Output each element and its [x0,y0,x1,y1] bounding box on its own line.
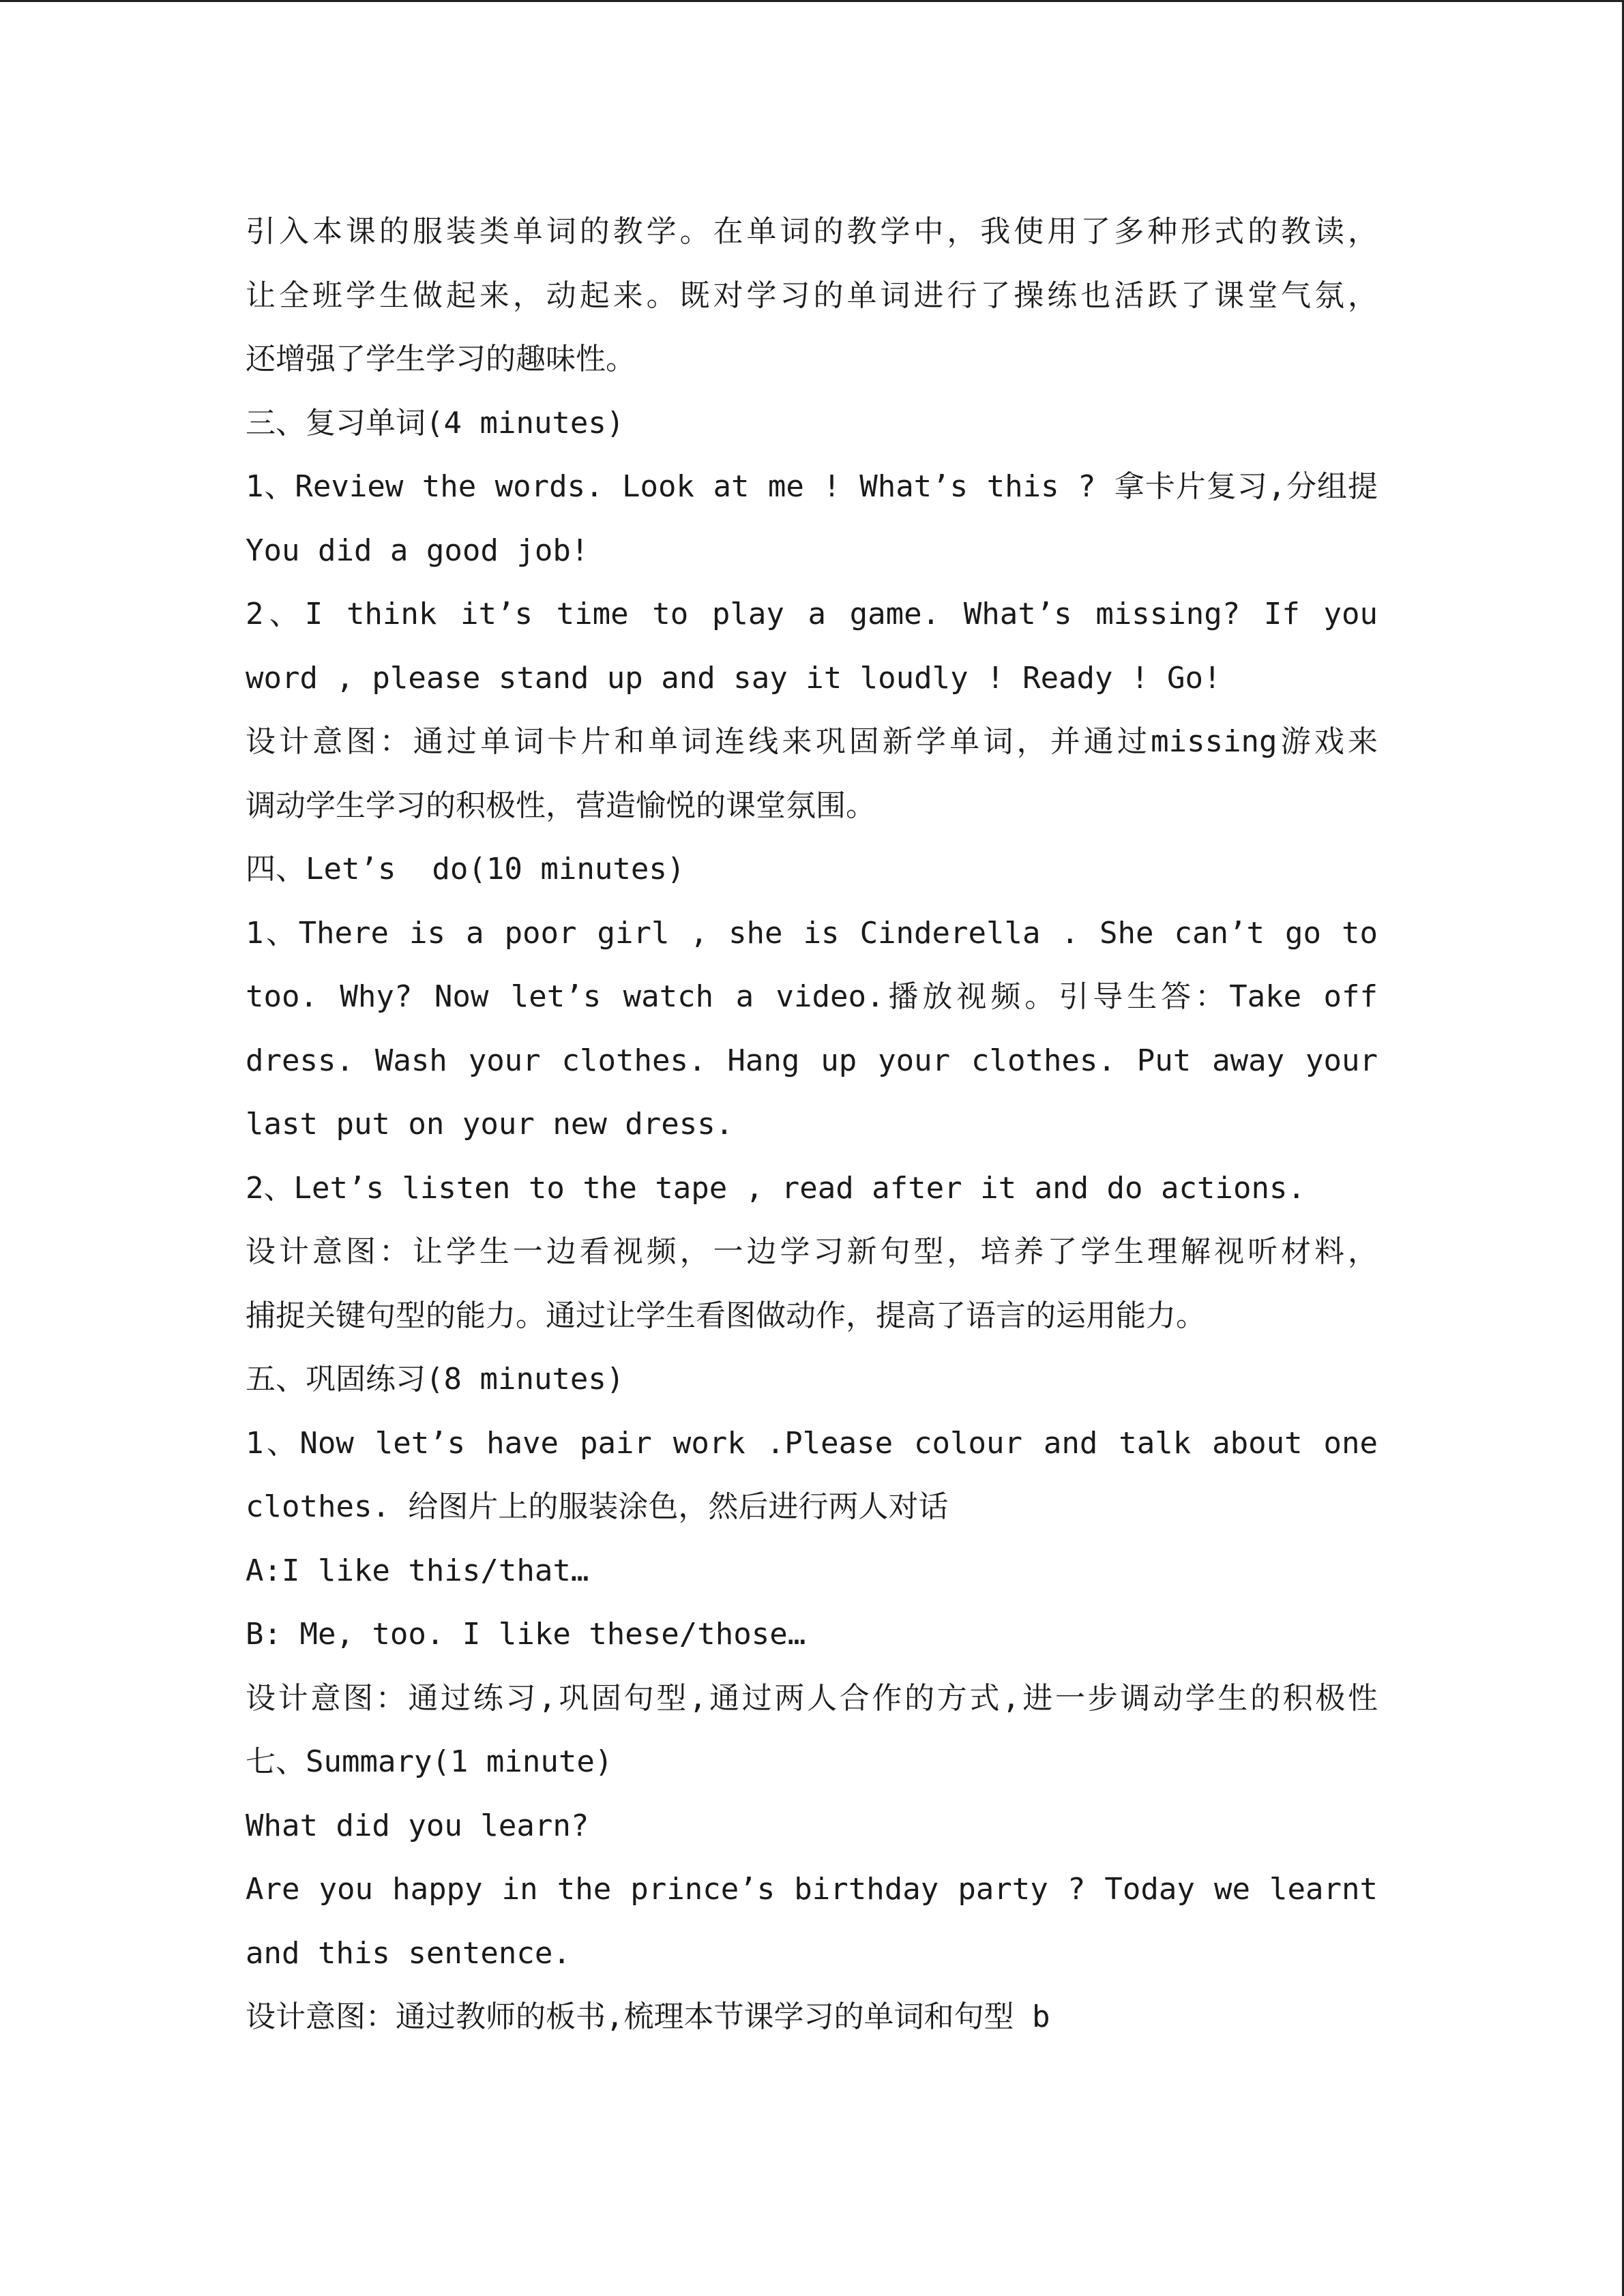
text-line: and this sentence. [246,1935,571,1971]
document-body [246,200,1378,2049]
text-line: clothes. 给图片上的服装涂色，然后进行两人对话 [246,1489,949,1524]
text-line: You did a good job! [246,533,589,568]
text-line: too. Why? Now let’s watch a video.播放视频。引导生答：Take off [246,979,1378,1014]
text-line: 1、Review the words. Look at me ! What’s this ? 拿卡片复习,分组提 [246,469,1378,504]
text-line: 1、There is a poor girl , she is Cinderella . She can’t go to [246,915,1378,951]
text-line: 2、Let’s listen to the tape , read after it and do actions. [246,1170,1305,1206]
text-line: 1、Now let’s have pair work .Please colour and talk about one [246,1425,1378,1461]
text-line: 还增强了学生学习的趣味性。 [246,342,636,376]
text-line: dress. Wash your clothes. Hang up your clothes. Put away your [246,1043,1378,1078]
text-line: 设计意图：通过练习,巩固句型,通过两人合作的方式,进一步调动学生的积极性 [246,1680,1378,1716]
text-line: 三、复习单词(4 minutes) [246,405,625,441]
text-line: A:I like this/that… [246,1553,589,1588]
text-line: 四、Let’s do(10 minutes) [246,852,685,886]
text-line: 调动学生学习的积极性，营造愉悦的课堂氛围。 [246,788,876,823]
text-line: 七、Summary(1 minute) [246,1744,613,1779]
text-line: 设计意图：让学生一边看视频，一边学习新句型，培养了学生理解视听材料， [246,1234,1378,1269]
text-line: 引入本课的服装类单词的教学。在单词的教学中，我使用了多种形式的教读， [246,214,1378,249]
text-line: B: Me, too. I like these/those… [246,1617,806,1652]
text-line: 2、I think it’s time to play a game. What’s missing? If you [246,597,1378,631]
text-line: 捕捉关键句型的能力。通过让学生看图做动作，提高了语言的运用能力。 [246,1298,1206,1333]
text-line: What did you learn? [246,1808,589,1843]
text-line: 设计意图：通过单词卡片和单词连线来巩固新学单词，并通过missing游戏来 [246,724,1378,759]
text-line: Are you happy in the prince’s birthday party ? Today we learnt [246,1872,1378,1907]
text-line: 五、巩固练习(8 minutes) [246,1362,625,1397]
text-line: 设计意图：通过教师的板书,梳理本节课学习的单词和句型 b [246,1999,1050,2034]
text-line: last put on your new dress. [246,1107,734,1142]
text-line: word , please stand up and say it loudly ! Ready ! Go! [246,660,1222,696]
text-line: 让全班学生做起来，动起来。既对学习的单词进行了操练也活跃了课堂气氛， [246,278,1378,313]
